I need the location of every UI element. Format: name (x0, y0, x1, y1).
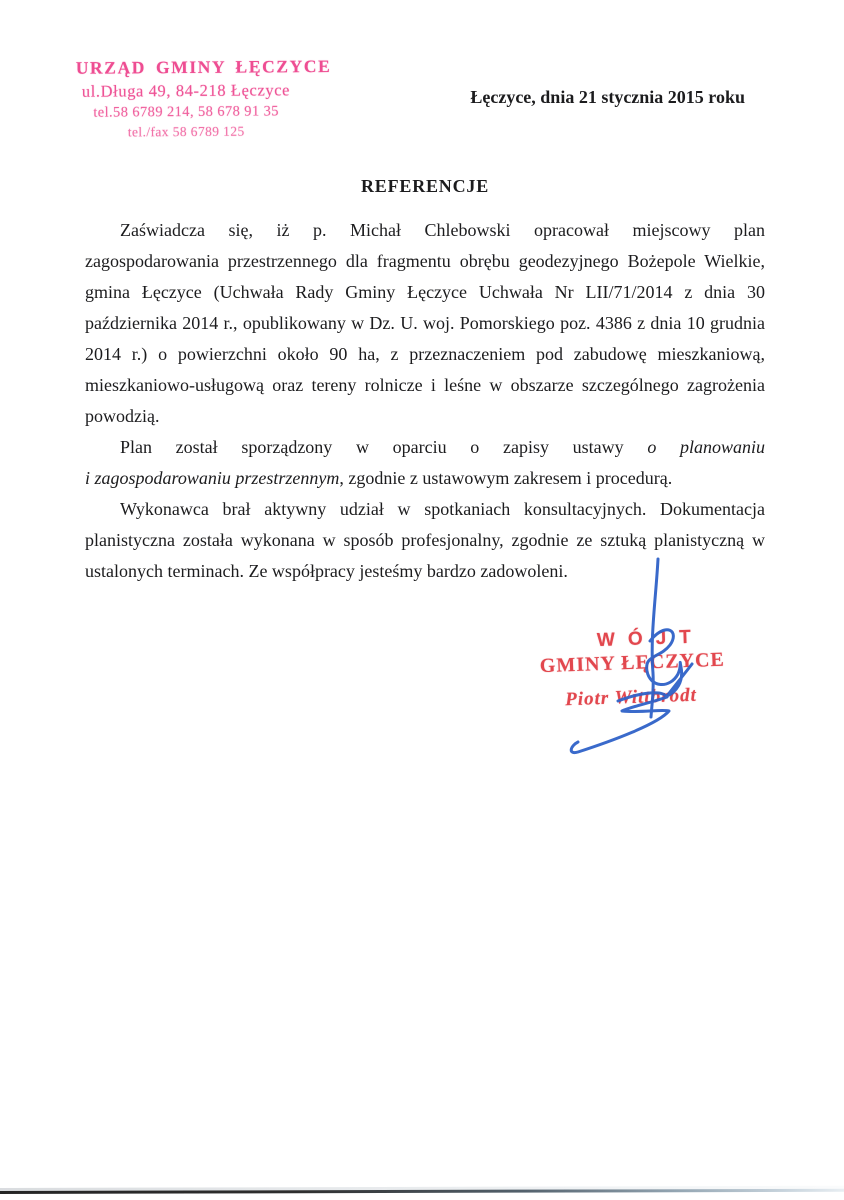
office-stamp-fax: tel./fax 58 6789 125 (127, 123, 245, 140)
body-line: gmina Łęczyce (Uchwała Rady Gminy Łęczyce Uchwała Nr LII/71/2014 z dnia 30 (85, 282, 765, 302)
pen-signature (520, 545, 740, 775)
mayor-stamp-title: WÓJT (596, 626, 705, 652)
body-line (85, 432, 765, 463)
office-stamp (75, 55, 332, 141)
body-text: , zgodnie z ustawowym zakresem i procedurą. (339, 468, 673, 488)
office-stamp-address: ul.Długa 49, 84-218 Łęczyce (81, 80, 291, 101)
body-line: zagospodarowania przestrzennego dla fragmentu obrębu geodezyjnego Bożepole Wielkie, (85, 251, 765, 271)
body-line: października 2014 r., opublikowany w Dz. U. woj. Pomorskiego poz. 4386 z dnia 10 grudnia (85, 313, 765, 333)
body-line: mieszkaniowo-usługową oraz tereny rolnicze i leśne w obszarze szczególnego zagrożenia (85, 375, 765, 395)
document-title: REFERENCJE (360, 176, 489, 196)
mayor-stamp-office: GMINY ŁĘCZYCE (539, 648, 726, 678)
body-line: powodzią. (85, 406, 160, 426)
body-line: 2014 r.) o powierzchni około 90 ha, z przeznaczeniem pod zabudowę mieszkaniową, (85, 344, 765, 364)
body-line: Wykonawca brał aktywny udział w spotkaniach konsultacyjnych. Dokumentacja (120, 499, 765, 519)
body-line: planistyczna została wykonana w sposób profesjonalny, zgodnie ze sztuką planistyczną w (85, 530, 765, 550)
document-body (85, 215, 765, 587)
body-line (85, 463, 765, 494)
body-text-italic: i zagospodarowaniu przestrzennym (85, 468, 340, 488)
body-line: Zaświadcza się, iż p. Michał Chlebowski opracował miejscowy plan (120, 220, 765, 240)
office-stamp-name: URZĄD GMINY ŁĘCZYCE (75, 55, 332, 78)
office-stamp-phone: tel.58 6789 214, 58 678 91 35 (93, 103, 279, 121)
mayor-stamp-name: Piotr Wittbrodt (564, 684, 698, 711)
body-text-italic: o planowaniu (647, 437, 765, 457)
date-line: Łęczyce, dnia 21 stycznia 2015 roku (470, 87, 745, 107)
body-text: Plan został sporządzony w oparciu o zapisy ustawy (120, 437, 648, 457)
body-line: ustalonych terminach. Ze współpracy jesteśmy bardzo zadowoleni. (85, 561, 568, 581)
